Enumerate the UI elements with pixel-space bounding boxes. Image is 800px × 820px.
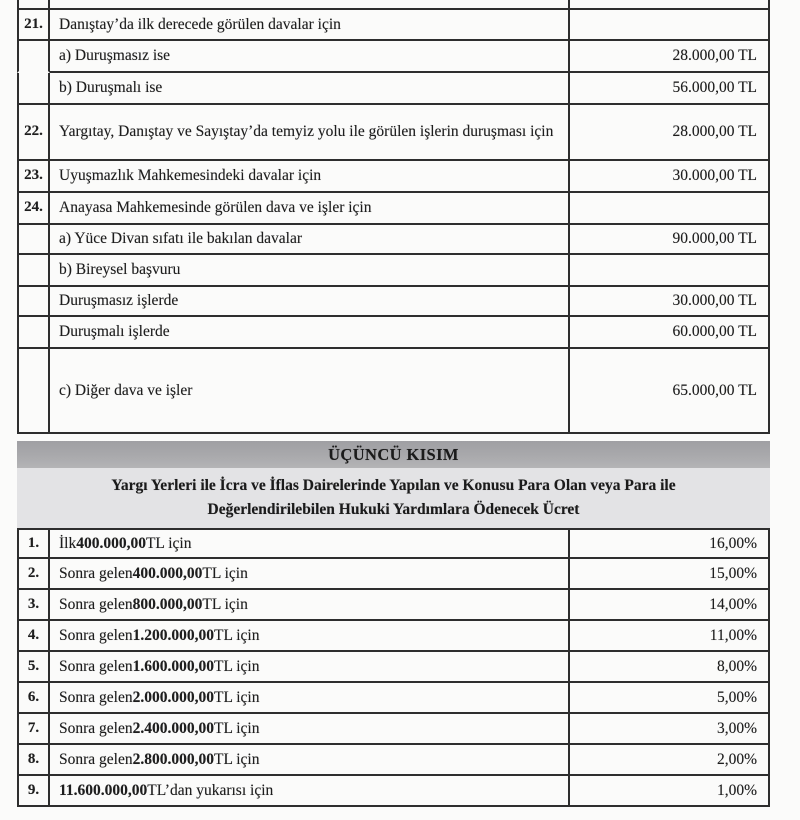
row-amount-bold: 1.200.000,00 [132, 626, 214, 644]
row-number: 6. [17, 683, 50, 714]
row-text-post: TL için [145, 534, 192, 552]
rate-table-row [17, 683, 770, 714]
row-description [50, 683, 570, 714]
row-description: Anayasa Mahkemesinde görülen dava ve işler için [50, 193, 570, 225]
row-rate: 15,00% [570, 559, 770, 590]
row-amount-bold: 2.800.000,00 [132, 750, 214, 768]
row-amount: 56.000,00 TL [570, 73, 770, 105]
row-rate: 11,00% [570, 621, 770, 652]
table-top-stub [17, 0, 770, 8]
row-number [17, 287, 50, 317]
fee-table-row [17, 73, 770, 105]
section-gap [17, 434, 770, 441]
row-amount: 30.000,00 TL [570, 287, 770, 317]
fee-table-row [17, 255, 770, 287]
row-rate: 2,00% [570, 745, 770, 776]
row-amount-bold: 11.600.000,00 [59, 781, 148, 799]
row-number [17, 225, 50, 255]
row-description: Duruşmalı işlerde [50, 317, 570, 349]
row-text-post: TL’dan yukarısı için [147, 781, 274, 799]
row-number: 8. [17, 745, 50, 776]
row-number: 22. [17, 105, 50, 161]
row-amount: 60.000,00 TL [570, 317, 770, 349]
rate-table-row [17, 590, 770, 621]
rate-table-row [17, 559, 770, 590]
row-text-pre: Sonra gelen [59, 688, 133, 706]
row-text-post: TL için [202, 595, 248, 613]
rate-table-row [17, 621, 770, 652]
rate-table-row [17, 714, 770, 745]
row-number: 2. [17, 559, 50, 590]
row-description [50, 714, 570, 745]
row-number [17, 255, 50, 287]
row-description [50, 590, 570, 621]
fee-table [17, 8, 770, 434]
third-section-header: ÜÇÜNCÜ KISIM [17, 441, 770, 468]
row-description [50, 559, 570, 590]
stub-number-cell [17, 0, 50, 8]
row-number: 5. [17, 652, 50, 683]
row-number: 9. [17, 776, 50, 807]
row-number: 3. [17, 590, 50, 621]
row-description [50, 745, 570, 776]
fee-table-row [17, 161, 770, 193]
row-number: 21. [17, 8, 50, 41]
row-description: b) Bireysel başvuru [50, 255, 570, 287]
row-description [50, 621, 570, 652]
row-description: a) Duruşmasız ise [50, 41, 570, 73]
row-number: 24. [17, 193, 50, 225]
row-description-text: Yargıtay, Danıştay ve Sayıştay’da temyiz yolu ile görülen işlerin duruşması için [59, 123, 554, 141]
fee-table-row [17, 349, 770, 434]
row-text-pre: İlk [59, 534, 77, 552]
row-number: 7. [17, 714, 50, 745]
row-rate: 5,00% [570, 683, 770, 714]
fee-table-row [17, 287, 770, 317]
stub-description-cell [50, 0, 570, 8]
row-text-post: TL için [213, 657, 260, 675]
row-text-pre: Sonra gelen [59, 657, 133, 675]
row-description: a) Yüce Divan sıfatı ile bakılan davalar [50, 225, 570, 255]
row-amount-bold: 800.000,00 [132, 595, 203, 613]
row-number: 1. [17, 528, 50, 559]
row-amount-bold: 400.000,00 [76, 534, 146, 552]
row-amount-bold: 2.400.000,00 [132, 719, 214, 737]
rate-table-row [17, 528, 770, 559]
row-description [50, 528, 570, 559]
row-amount: 90.000,00 TL [570, 225, 770, 255]
row-rate: 14,00% [570, 590, 770, 621]
document-page [17, 0, 770, 807]
row-amount [570, 8, 770, 41]
fee-table-row [17, 225, 770, 255]
fee-table-row [17, 105, 770, 161]
rate-table [17, 528, 770, 807]
row-number [17, 317, 50, 349]
rate-table-row [17, 745, 770, 776]
row-text-post: TL için [213, 750, 260, 768]
row-rate: 8,00% [570, 652, 770, 683]
row-amount: 28.000,00 TL [570, 41, 770, 73]
row-description [50, 652, 570, 683]
row-text-post: TL için [213, 688, 260, 706]
row-description [50, 776, 570, 807]
row-number: 23. [17, 161, 50, 193]
row-description: Duruşmasız işlerde [50, 287, 570, 317]
row-text-pre: Sonra gelen [59, 595, 133, 613]
row-amount [570, 255, 770, 287]
row-text-pre: Sonra gelen [59, 564, 133, 582]
row-text-pre: Sonra gelen [59, 719, 133, 737]
rate-table-row [17, 776, 770, 807]
row-number [17, 41, 50, 73]
row-amount: 65.000,00 TL [570, 349, 770, 434]
row-text-post: TL için [213, 719, 260, 737]
row-number: 4. [17, 621, 50, 652]
row-amount [570, 193, 770, 225]
row-description: c) Diğer dava ve işler [50, 349, 570, 434]
fee-table-row [17, 193, 770, 225]
row-rate: 1,00% [570, 776, 770, 807]
row-amount: 30.000,00 TL [570, 161, 770, 193]
third-section-title: Yargı Yerleri ile İcra ve İflas Dairelerinde Yapılan ve Konusu Para Olan veya Para ile Değerlendirilebilen Hukuki Yardımlara Ödenecek Ücret [17, 468, 770, 528]
row-amount-bold: 1.600.000,00 [132, 657, 214, 675]
row-description: b) Duruşmalı ise [50, 73, 570, 105]
row-amount-bold: 400.000,00 [132, 564, 203, 582]
fee-table-row [17, 317, 770, 349]
row-text-pre: Sonra gelen [59, 626, 133, 644]
row-text-post: TL için [213, 626, 260, 644]
row-text-post: TL için [202, 564, 248, 582]
fee-table-row [17, 8, 770, 41]
rate-table-row [17, 652, 770, 683]
row-description [50, 105, 570, 161]
fee-table-row [17, 41, 770, 73]
row-description: Danıştay’da ilk derecede görülen davalar için [50, 8, 570, 41]
row-number [17, 349, 50, 434]
row-amount: 28.000,00 TL [570, 105, 770, 161]
row-description: Uyuşmazlık Mahkemesindeki davalar için [50, 161, 570, 193]
stub-amount-cell [570, 0, 770, 8]
row-number [17, 73, 50, 105]
row-amount-bold: 2.000.000,00 [132, 688, 214, 706]
row-rate: 16,00% [570, 528, 770, 559]
row-rate: 3,00% [570, 714, 770, 745]
row-text-pre: Sonra gelen [59, 750, 133, 768]
